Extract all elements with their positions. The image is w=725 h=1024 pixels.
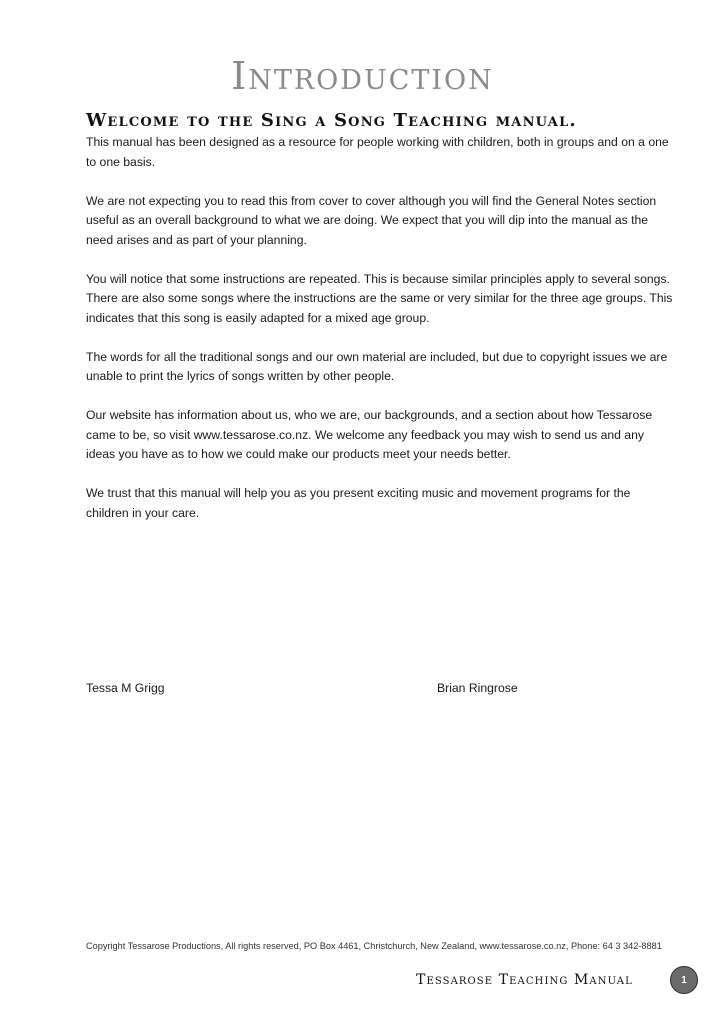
body-text (86, 133, 676, 543)
copyright-notice: Copyright Tessarose Productions, All rights reserved, PO Box 4461, Christchurch, New Zealand, www.tessarose.co.nz, Phone: 64 3 342-8881 (86, 941, 662, 951)
page-number: 1 (681, 974, 687, 986)
paragraph-closing: We trust that this manual will help you as you present exciting music and movement programs for the children in your care. (86, 486, 631, 520)
page-title: Introduction (231, 54, 494, 98)
paragraph-website: Our website has information about us, who we are, our backgrounds, and a section about how Tessarose came to be, so visit www.tessarose.co.nz. We welcome any feedback you may wish to send us and any ideas you have as to how we could make our products meet your needs better. (86, 408, 653, 461)
paragraph-repetition: You will notice that some instructions are repeated. This is because similar principles apply to several songs. There are also some songs where the instructions are the same or very similar for the three age groups. This indicates that this song is easily adapted for a mixed age group. (86, 271, 673, 325)
signature-brian: Brian Ringrose (437, 681, 518, 695)
footer-manual-title: Tessarose Teaching Manual (416, 972, 633, 988)
paragraph-reading: We are not expecting you to read this from cover to cover although you will find the General Notes section useful as an overall background to what we are doing. We expect that you will dip into the manual as the need arises and as part of your planning. (86, 193, 657, 247)
paragraph-purpose: This manual has been designed as a resource for people working with children, both in groups and on a one to one basis. (86, 135, 669, 169)
page-number-badge (670, 966, 698, 994)
paragraph-lyrics: The words for all the traditional songs and our own material are included, but due to copyright issues we are unable to print the lyrics of songs written by other people. (86, 349, 668, 383)
page-subtitle: Welcome to the Sing a Song Teaching manual. (86, 110, 577, 131)
signature-tessa: Tessa M Grigg (86, 681, 165, 695)
